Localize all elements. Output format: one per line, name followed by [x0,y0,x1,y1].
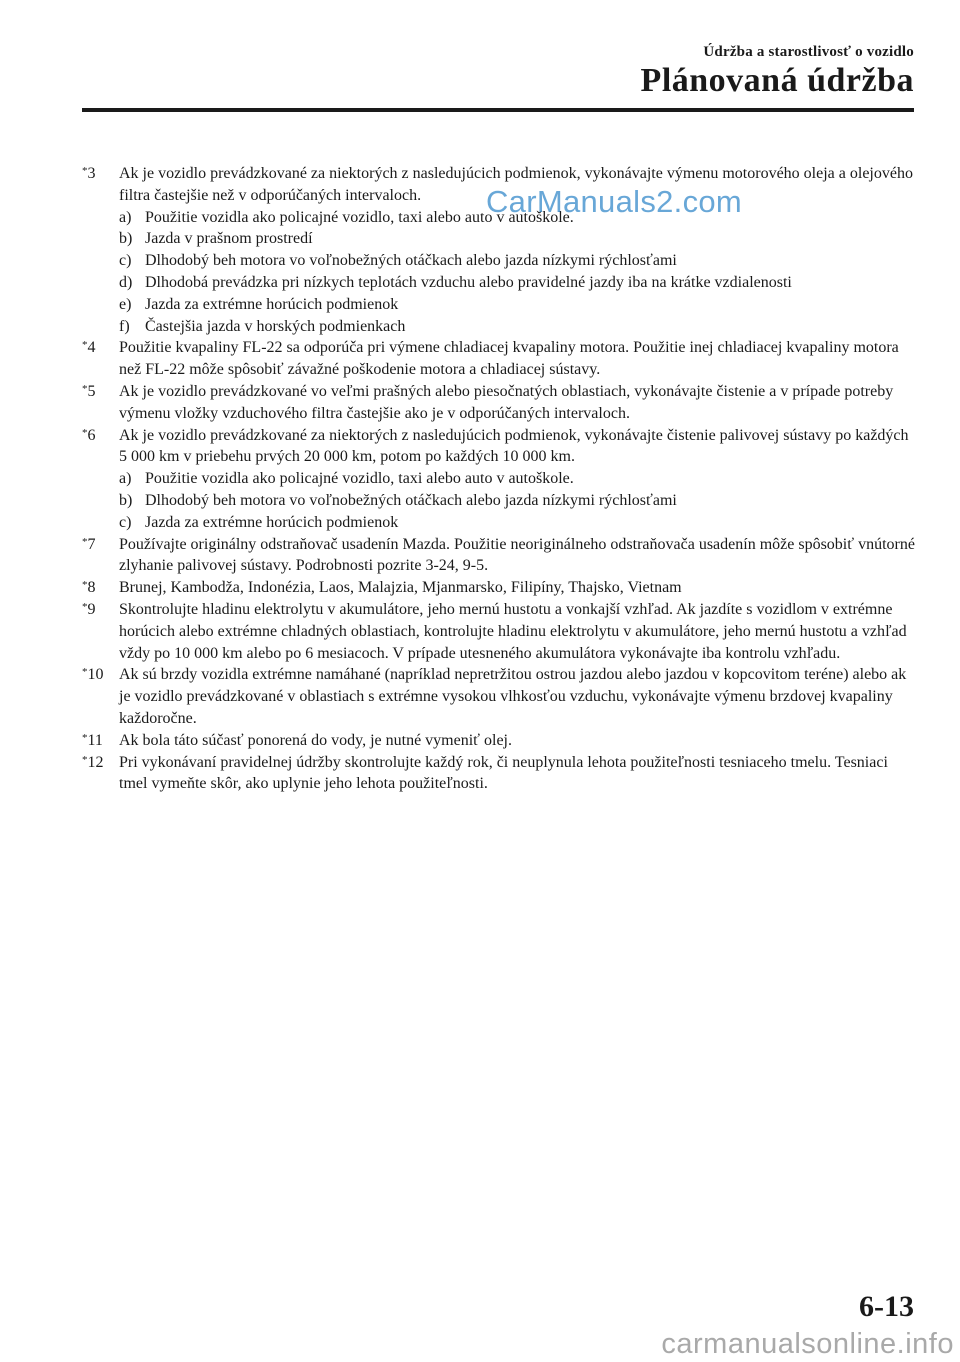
footnote-marker: *7 [82,535,96,553]
list-item: d) Dlhodobá prevádzka pri nízkych teplotách vzduchu alebo pravidelné jazdy iba na krátke vzdialenosti [119,273,792,291]
footnote-12 [82,752,916,796]
list-item: b) Dlhodobý beh motora vo voľnobežných otáčkach alebo jazda nízkymi rýchlosťami [119,491,677,509]
list-item: e) Jazda za extrémne horúcich podmienok [119,295,399,313]
footnote-text: Používajte originálny odstraňovač usadenín Mazda. Použitie neoriginálneho odstraňovača usadenín môže spôsobiť vnútorné zlyhanie palivovej sústavy. Podrobnosti pozrite 3-24, 9-5. [119,535,915,575]
footnote-text: Brunej, Kambodža, Indonézia, Laos, Malajzia, Mjanmarsko, Filipíny, Thajsko, Vietnam [119,579,682,597]
condition-list [119,468,916,533]
footnote-marker: *11 [82,731,103,749]
footnote-text: Ak je vozidlo prevádzkované vo veľmi prašných alebo piesočnatých oblastiach, vykonávajte čistenie a v prípade potreby výmenu vložky vzduchového filtra častejšie ako je v odporúčaných intervaloch. [119,382,894,422]
list-item: a) Použitie vozidla ako policajné vozidlo, taxi alebo auto v autoškole. [119,208,574,226]
footnote-list [82,163,916,795]
footnote-text: Ak je vozidlo prevádzkované za niektorých z nasledujúcich podmienok, vykonávajte výmenu motorového oleja a olejového filtra častejšie než v odporúčaných intervaloch. [119,165,913,204]
list-item: f) Častejšia jazda v horských podmienkach [119,317,406,335]
header-divider [82,108,914,112]
footnote-marker: *3 [82,165,96,182]
footnote-8 [82,577,916,599]
list-item: c) Jazda za extrémne horúcich podmienok [119,513,399,531]
footnote-7 [82,534,916,578]
footnote-4 [82,337,916,381]
page-title: Plánovaná údržba [640,62,914,99]
footnote-marker: *12 [82,753,104,771]
footnote-text: Použitie kvapaliny FL-22 sa odporúča pri výmene chladiacej kvapaliny motora. Použitie inej chladiacej kvapaliny motora než FL-22 môže spôsobiť závažné poškodenie motora a chladiacej sústavy. [119,339,899,379]
footnote-marker: *8 [82,579,96,597]
watermark-footer: carmanualsonline.info [661,1328,954,1360]
list-item: b) Jazda v prašnom prostredí [119,230,313,248]
footnote-marker: *10 [82,666,104,684]
footnote-text: Ak sú brzdy vozidla extrémne namáhané (napríklad nepretržitou ostrou jazdou alebo jazdou v kopcovitom teréne) alebo ak je vozidlo prevádzkované v oblastiach s extrémne vysokou vlhkosťou vzduchu, vykonávajte výmenu brzdovej kvapaliny každoročne. [119,666,907,727]
footnote-text: Ak je vozidlo prevádzkované za niektorých z nasledujúcich podmienok, vykonávajte čistenie palivovej sústavy po každých 5 000 km v priebehu prvých 20 000 km, potom po každých 10 000 km. [119,426,909,466]
footnote-9 [82,599,916,664]
footnote-marker: *6 [82,426,96,444]
footnote-6 [82,425,916,534]
footnote-text: Ak bola táto súčasť ponorená do vody, je nutné vymeniť olej. [119,731,512,749]
footnote-marker: *4 [82,339,96,357]
footnote-marker: *5 [82,382,96,400]
section-header: Údržba a starostlivosť o vozidlo [703,44,914,60]
footnote-text: Skontrolujte hladinu elektrolytu v akumulátore, jeho mernú hustotu a vonkajší vzhľad. Ak jazdíte s vozidlom v extrémne horúcich alebo extrémne chladných oblastiach, kontrolujte hladinu elektrolytu v akumulátore, jeho mernú hustotu a vzhľad vždy po 10 000 km alebo po 6 mesiacoch. V prípade utesneného akumulátora vykonávajte iba kontrolu vzhľadu. [119,600,907,662]
footnote-11 [82,730,916,752]
page-number: 6-13 [859,1290,914,1323]
condition-list [119,207,916,338]
footnote-marker: *9 [82,600,96,618]
footnote-10 [82,664,916,729]
list-item: a) Použitie vozidla ako policajné vozidlo, taxi alebo auto v autoškole. [119,470,574,488]
list-item: c) Dlhodobý beh motora vo voľnobežných otáčkach alebo jazda nízkymi rýchlosťami [119,252,677,270]
footnote-5 [82,381,916,425]
footnote-text: Pri vykonávaní pravidelnej údržby skontrolujte každý rok, či neuplynula lehota použiteľnosti tesniaceho tmelu. Tesniaci tmel vymeňte skôr, ako uplynie jeho lehota použiteľnosti. [119,753,888,793]
watermark-logo: CarManuals2.com [486,184,743,219]
